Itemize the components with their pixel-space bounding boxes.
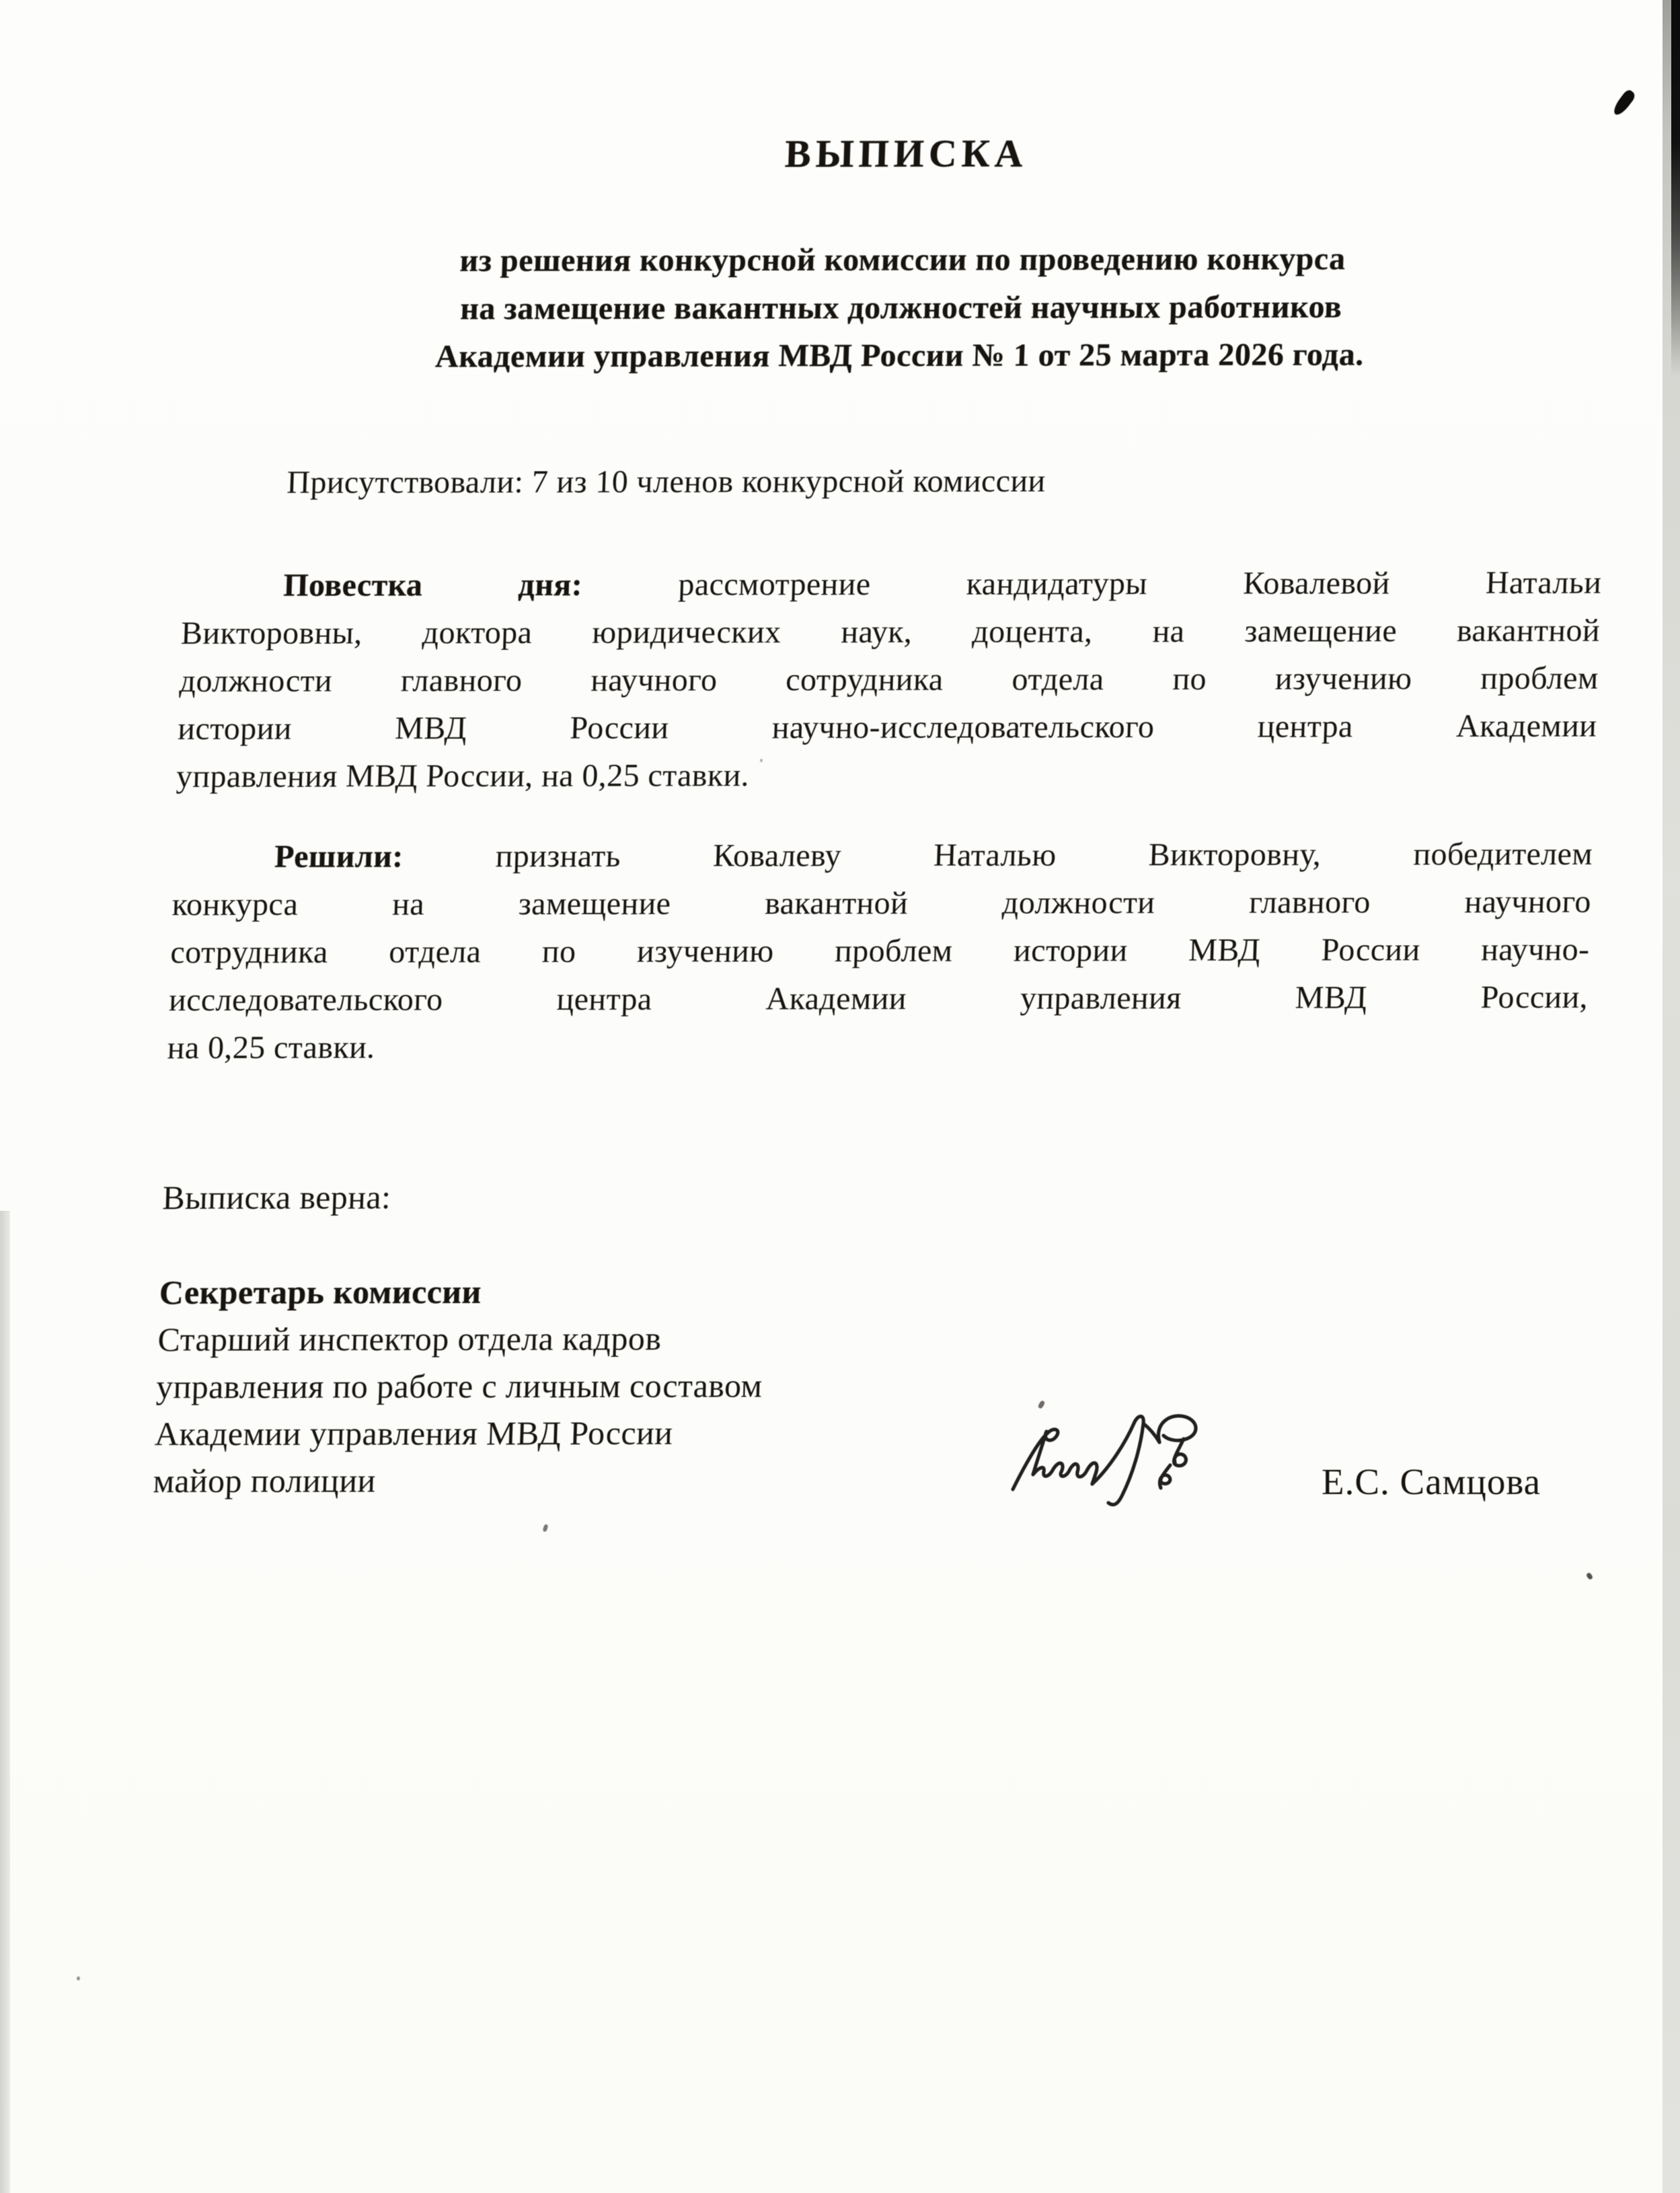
document-title: ВЫПИСКА (784, 131, 1028, 176)
text-line: исследовательского центра Академии управления МВД России, (168, 979, 1589, 1018)
text-line: истории МВД России научно-исследовательского центра Академии (177, 708, 1598, 747)
text-line: Академии управления МВД России (154, 1413, 674, 1453)
decision-body-lines (167, 878, 1592, 1072)
document-subtitle (189, 235, 1613, 381)
text-line: Викторовны, доктора юридических наук, доцента, на замещение вакантной (180, 612, 1601, 652)
handwritten-signature-icon (1007, 1407, 1209, 1515)
text-line: управления МВД России, на 0,25 ставки. (176, 757, 751, 795)
text-line: сотрудника отдела по изучению проблем истории МВД России научно- (169, 931, 1591, 971)
scan-left-edge-shadow (0, 1211, 10, 2193)
document-content (130, 0, 1621, 2193)
dust-speck (1586, 1572, 1593, 1580)
text-line: на 0,25 ставки. (167, 1029, 376, 1066)
agenda-body-lines (176, 607, 1601, 801)
text-line: должности главного научного сотрудника отдела по изучению проблем (178, 660, 1599, 700)
text-line: на замещение вакантных должностей научных работников (459, 289, 1343, 327)
agenda-label: Повестка дня: (282, 566, 584, 603)
certification-note: Выписка верна: (161, 1178, 392, 1217)
decision-first-line-text: признать Ковалеву Наталью Викторовну, победителем (495, 835, 1594, 875)
dust-speck (77, 1976, 80, 1980)
agenda-first-line-text: рассмотрение кандидатуры Ковалевой Натальи (677, 564, 1603, 603)
signer-name: Е.С. Самцова (1322, 1461, 1541, 1502)
scan-right-edge-dark-corner (1671, 0, 1680, 377)
text-line: майор полиции (152, 1461, 377, 1500)
agenda-paragraph (176, 559, 1603, 801)
text-line: конкурса на замещение вакантной должности главного научного (171, 883, 1592, 923)
text-line: Академии управления МВД России № 1 от 25 марта 2026 года. (434, 336, 1365, 375)
text-line: из решения конкурсной комиссии по проведению конкурса (459, 241, 1346, 279)
agenda-first-line (182, 559, 1602, 609)
text-line: Старший инспектор отдела кадров (157, 1319, 662, 1359)
signer-role: Секретарь комиссии (159, 1273, 482, 1312)
decision-first-line (173, 830, 1593, 881)
decision-paragraph (167, 830, 1594, 1072)
attendance-line: Присутствовали: 7 из 10 членов конкурсной комиссии (286, 463, 1046, 500)
decision-label: Решили: (274, 838, 404, 875)
dust-speck (760, 759, 763, 762)
text-line: управления по работе с личным составом (155, 1366, 763, 1406)
